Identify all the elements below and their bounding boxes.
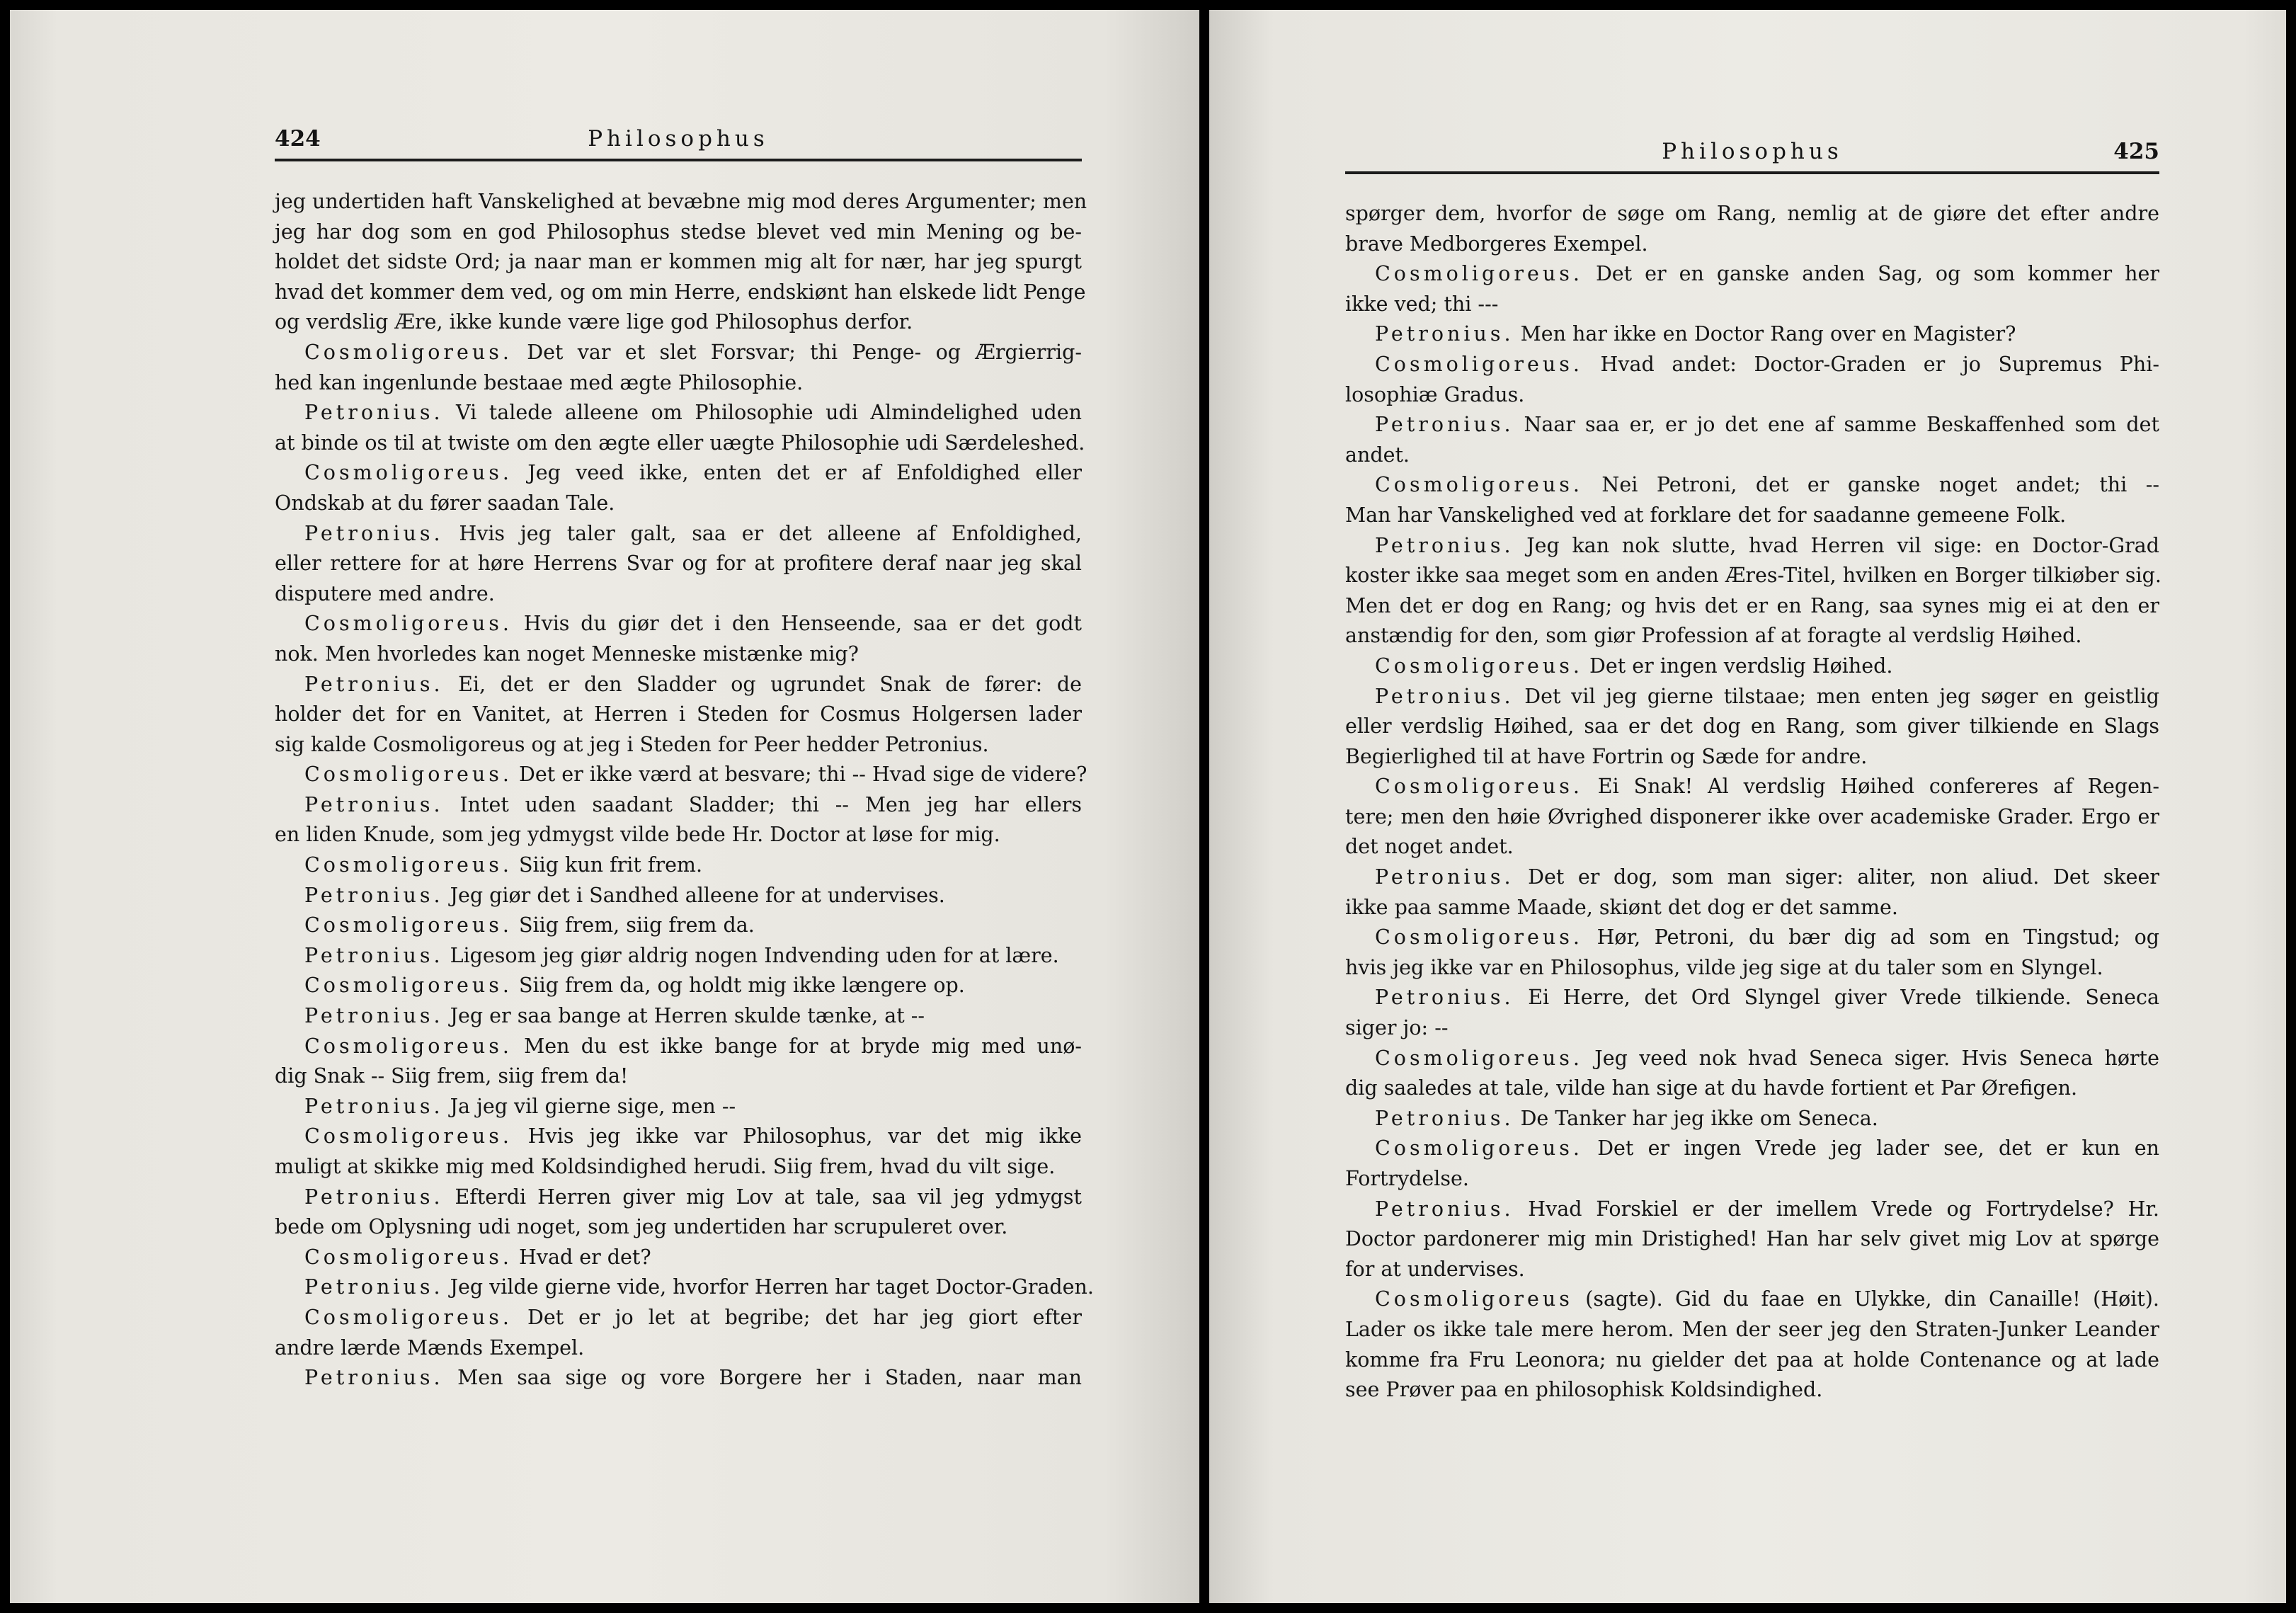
line-text: sig kalde Cosmoligoreus og at jeg i Steden for Peer hedder Petronius. (275, 732, 989, 756)
speaker-name: Cosmoligoreus. (304, 612, 513, 636)
line-text: Hør, Petroni, du bær dig ad som en Tingstud; og (1582, 925, 2159, 950)
line-text: Naar saa er, er jo det ene af samme Beskaffenhed som det (1514, 413, 2159, 437)
text-line (1345, 531, 2159, 562)
speaker-name: Cosmoligoreus. (304, 974, 513, 998)
left-page-text (275, 187, 1094, 1393)
speaker-name: Cosmoligoreus. (1375, 473, 1583, 497)
text-line (275, 1272, 1094, 1303)
speaker-name: Petronius. (1375, 322, 1514, 346)
right-page (1209, 10, 2286, 1603)
text-line (1345, 983, 2159, 1013)
speaker-name: Petronius. (304, 1185, 444, 1209)
line-text: tere; men den høie Øvrighed disponerer ikke over academiske Grader. Ergo er (1345, 804, 2159, 828)
line-text: Hvad andet: Doctor-Graden er jo Supremus Phi- (1582, 352, 2159, 376)
line-text: Siig frem, siig frem da. (512, 913, 755, 937)
text-line (275, 1212, 1082, 1243)
text-line (275, 971, 1082, 1001)
speaker-name: Petronius. (304, 672, 444, 696)
text-line (1345, 1013, 2159, 1044)
speaker-name: Petronius. (304, 1275, 444, 1299)
line-text: komme fra Fru Leonora; nu gielder det paa at holde Contenance og at lade (1345, 1347, 2159, 1372)
text-line (1345, 893, 2159, 923)
text-line (1345, 350, 2159, 380)
text-line (1345, 1284, 2159, 1315)
line-text: Det er dog, som man siger: aliter, non aliud. Det skeer (1514, 865, 2159, 889)
text-line (1345, 772, 2159, 802)
text-line (1345, 1315, 2159, 1345)
line-text: see Prøver paa en philosophisk Koldsindighed. (1345, 1378, 1823, 1402)
speaker-name: Cosmoligoreus. (1375, 654, 1583, 678)
text-line (275, 881, 1082, 911)
line-text: (sagte). Gid du faae en Ulykke, din Canaille! (Høit). (1572, 1287, 2159, 1311)
line-text: Man har Vanskelighed ved at forklare det for saadanne gemeene Folk. (1345, 503, 2067, 527)
line-text: Intet uden saadant Sladder; thi -- Men jeg har ellers (443, 792, 1082, 816)
text-line (275, 1363, 1082, 1393)
text-line (1345, 621, 2159, 651)
text-line (275, 187, 1087, 217)
text-line (1345, 591, 2159, 622)
text-line (275, 1122, 1082, 1152)
line-text: en liden Knude, som jeg ydmygst vilde bede Hr. Doctor at løse for mig. (275, 823, 1000, 847)
text-line (1345, 1375, 2159, 1406)
text-line (275, 941, 1082, 971)
line-text: Jeg veed nok hvad Seneca siger. Hvis Seneca hørte (1582, 1046, 2159, 1070)
text-line (275, 1333, 1082, 1364)
text-line (1345, 742, 2159, 773)
text-line (275, 1303, 1082, 1333)
text-line (275, 579, 1082, 610)
text-line (275, 850, 1082, 881)
speaker-name: Cosmoligoreus (1375, 1287, 1573, 1311)
line-text: jeg undertiden haft Vanskelighed at bevæbne mig mod deres Argumenter; men (275, 190, 1087, 213)
text-line (1345, 319, 2159, 350)
line-text: Ei Herre, det Ord Slyngel giver Vrede tilkiende. Seneca (1514, 986, 2159, 1010)
text-line (275, 278, 1086, 308)
line-text: dig saaledes at tale, vilde han sige at du havde fortient et Par Ørefigen. (1345, 1076, 2078, 1100)
speaker-name: Petronius. (304, 1004, 444, 1028)
text-line (1345, 651, 2159, 682)
speaker-name: Cosmoligoreus. (1375, 925, 1583, 950)
speaker-name: Petronius. (1375, 413, 1514, 437)
line-text: De Tanker har jeg ikke om Seneca. (1514, 1106, 1878, 1130)
line-text: bede om Oplysning udi noget, som jeg undertiden har scrupuleret over. (275, 1215, 1008, 1239)
text-line (1345, 501, 2159, 531)
line-text: anstændig for den, som giør Profession af at foragte al verdslig Høihed. (1345, 624, 2082, 648)
speaker-name: Cosmoligoreus. (1375, 1136, 1583, 1161)
speaker-name: Petronius. (304, 792, 444, 816)
speaker-name: Petronius. (1375, 986, 1514, 1010)
text-line (1345, 290, 2159, 320)
text-line (1345, 1044, 2159, 1074)
line-text: holder det for en Vanitet, at Herren i Steden for Cosmus Holgersen lader (275, 702, 1082, 726)
line-text: hed kan ingenlunde bestaae med ægte Philosophie. (275, 370, 804, 394)
text-line (275, 519, 1082, 549)
line-text: Det er jo let at begribe; det har jeg giort efter (512, 1305, 1082, 1329)
speaker-name: Cosmoligoreus. (304, 913, 513, 937)
text-line (275, 639, 1082, 670)
line-text: Siig kun frit frem. (512, 853, 703, 877)
line-text: jeg har dog som en god Philosophus stedse blevet ved min Mening og be- (275, 220, 1082, 244)
line-text: Jeg vilde gierne vide, hvorfor Herren har taget Doctor-Graden. (443, 1275, 1094, 1299)
text-line (1345, 1255, 2159, 1285)
text-line (1345, 259, 2159, 290)
text-line (275, 609, 1082, 639)
line-text: eller verdslig Høihed, saa er det dog en Rang, som giver tilkiende en Slags (1345, 714, 2159, 739)
line-text: hvad det kommer dem ved, og om min Herre, endskiønt han elskede lidt Penge (275, 280, 1086, 304)
line-text: Det er ikke værd at besvare; thi -- Hvad sige de videre? (512, 763, 1087, 787)
line-text: Jeg kan nok slutte, hvad Herren vil sige: en Doctor-Grad (1514, 533, 2159, 557)
text-line (275, 458, 1082, 489)
line-text: holdet det sidste Ord; ja naar man er kommen mig alt for nær, har jeg spurgt (275, 250, 1082, 274)
speaker-name: Petronius. (1375, 865, 1514, 889)
text-line (1345, 1104, 2159, 1134)
speaker-name: Petronius. (304, 521, 444, 545)
text-line (1345, 923, 2159, 953)
speaker-name: Cosmoligoreus. (304, 1305, 513, 1329)
text-line (275, 760, 1087, 790)
text-line (275, 247, 1082, 278)
text-line (275, 1152, 1082, 1182)
speaker-name: Cosmoligoreus. (1375, 262, 1583, 286)
text-line (1345, 440, 2159, 471)
text-line (275, 368, 1082, 399)
text-line (275, 790, 1082, 821)
line-text: andet. (1345, 443, 1410, 467)
text-line (275, 700, 1082, 730)
text-line (275, 670, 1082, 700)
line-text: Efterdi Herren giver mig Lov at tale, saa vil jeg ydmygst (443, 1185, 1082, 1209)
text-line (275, 549, 1082, 579)
speaker-name: Cosmoligoreus. (304, 1034, 513, 1058)
text-line (1345, 229, 2159, 260)
line-text: Jeg veed ikke, enten det er af Enfoldighed eller (512, 461, 1082, 485)
speaker-name: Petronius. (304, 943, 444, 967)
line-text: Det var et slet Forsvar; thi Penge- og Ærgierrig- (512, 340, 1082, 364)
speaker-name: Cosmoligoreus. (304, 461, 513, 485)
text-line (275, 1032, 1082, 1062)
page-number: 424 (275, 126, 321, 152)
line-text: Men du est ikke bange for at bryde mig med unø- (512, 1034, 1082, 1058)
line-text: Det er ingen Vrede jeg lader see, det er kun en (1582, 1136, 2159, 1161)
line-text: og verdslig Ære, ikke kunde være lige god Philosophus derfor. (275, 310, 913, 334)
right-page-text (1345, 199, 2159, 1406)
line-text: Hvis jeg ikke var Philosophus, var det mig ikke (512, 1124, 1082, 1149)
line-text: koster ikke saa meget som en anden Æres-Titel, hvilken en Borger tilkiøber sig. (1345, 564, 2161, 588)
text-line (1345, 1345, 2159, 1376)
speaker-name: Cosmoligoreus. (304, 1124, 513, 1149)
page-number: 425 (2113, 139, 2159, 164)
speaker-name: Cosmoligoreus. (304, 853, 513, 877)
text-line (1345, 561, 2159, 591)
speaker-name: Petronius. (304, 1366, 444, 1390)
line-text: Det er ingen verdslig Høihed. (1582, 654, 1893, 678)
speaker-name: Petronius. (304, 1094, 444, 1118)
text-line (275, 398, 1082, 428)
line-text: brave Medborgeres Exempel. (1345, 232, 1648, 256)
line-text: Siig frem da, og holdt mig ikke længere op. (512, 974, 965, 998)
speaker-name: Cosmoligoreus. (1375, 352, 1583, 376)
text-line (275, 1092, 1082, 1122)
speaker-name: Cosmoligoreus. (304, 1245, 513, 1269)
text-line (275, 489, 1082, 519)
line-text: Vi talede alleene om Philosophie udi Almindelighed uden (443, 401, 1082, 425)
text-line (275, 1061, 1082, 1092)
line-text: siger jo: -- (1345, 1016, 1449, 1040)
line-text: Ja jeg vil gierne sige, men -- (443, 1094, 736, 1118)
line-text: Hvis du giør det i den Henseende, saa er det godt (512, 612, 1082, 636)
text-line (1345, 1195, 2159, 1225)
line-text: hvis jeg ikke var en Philosophus, vilde jeg sige at du taler som en Slyngel. (1345, 955, 2103, 979)
text-line (275, 730, 1082, 760)
text-line (275, 307, 1082, 338)
text-line (1345, 802, 2159, 833)
line-text: Begierlighed til at have Fortrin og Sæde for andre. (1345, 744, 1868, 768)
line-text: Men saa sige og vore Borgere her i Staden, naar man (443, 1366, 1082, 1390)
text-line (1345, 1224, 2159, 1255)
line-text: ikke ved; thi --- (1345, 292, 1499, 316)
text-line (275, 428, 1085, 459)
line-text: Ei Snak! Al verdslig Høihed confereres af Regen- (1582, 775, 2159, 799)
line-text: Jeg giør det i Sandhed alleene for at undervises. (443, 883, 945, 907)
line-text: spørger dem, hvorfor de søge om Rang, nemlig at de giøre det efter andre (1345, 202, 2159, 225)
line-text: Hvis jeg taler galt, saa er det alleene af Enfoldighed, (443, 521, 1082, 545)
line-text: losophiæ Gradus. (1345, 382, 1525, 406)
line-text: dig Snak -- Siig frem, siig frem da! (275, 1064, 629, 1088)
text-line (1345, 953, 2159, 984)
line-text: Hvad Forskiel er der imellem Vrede og Fortrydelse? Hr. (1514, 1197, 2159, 1221)
line-text: Men har ikke en Doctor Rang over en Magister? (1514, 322, 2016, 346)
line-text: Ligesom jeg giør aldrig nogen Indvending uden for at lære. (443, 943, 1059, 967)
text-line (1345, 1073, 2159, 1104)
speaker-name: Petronius. (1375, 1106, 1514, 1130)
text-line (1345, 199, 2159, 229)
line-text: Ondskab at du fører saadan Tale. (275, 491, 615, 515)
line-text: for at undervises. (1345, 1257, 1525, 1281)
line-text: Hvad er det? (512, 1245, 651, 1269)
line-text: Doctor pardonerer mig min Dristighed! Han har selv givet mig Lov at spørge (1345, 1227, 2159, 1251)
line-text: andre lærde Mænds Exempel. (275, 1335, 585, 1360)
text-line (1345, 380, 2159, 411)
text-line (1345, 410, 2159, 440)
text-line (275, 217, 1082, 248)
line-text: det noget andet. (1345, 835, 1514, 859)
text-line (1345, 862, 2159, 893)
running-head: Philosophus (588, 126, 769, 152)
text-line (1345, 712, 2159, 742)
speaker-name: Cosmoligoreus. (1375, 1046, 1583, 1070)
text-line (275, 911, 1082, 941)
line-text: Det vil jeg gierne tilstaae; men enten jeg søger en geistlig (1514, 684, 2159, 708)
left-page-header (275, 116, 1082, 161)
line-text: Jeg er saa bange at Herren skulde tænke, at -- (443, 1004, 925, 1028)
text-line (1345, 832, 2159, 862)
running-head: Philosophus (1662, 139, 1843, 164)
speaker-name: Petronius. (1375, 533, 1514, 557)
line-text: eller rettere for at høre Herrens Svar og for at profitere deraf naar jeg skal (275, 552, 1082, 576)
text-line (275, 1001, 1082, 1032)
line-text: Nei Petroni, det er ganske noget andet; thi -- (1582, 473, 2159, 497)
text-line (275, 820, 1082, 850)
line-text: at binde os til at twiste om den ægte eller uægte Philosophie udi Særdeleshed. (275, 431, 1085, 455)
speaker-name: Cosmoligoreus. (304, 340, 513, 364)
text-line (1345, 1164, 2159, 1195)
line-text: Ei, det er den Sladder og ugrundet Snak de fører: de (443, 672, 1082, 696)
text-line (275, 1243, 1082, 1273)
speaker-name: Petronius. (1375, 684, 1514, 708)
line-text: nok. Men hvorledes kan noget Menneske mistænke mig? (275, 642, 859, 666)
text-line (275, 338, 1082, 368)
speaker-name: Petronius. (1375, 1197, 1514, 1221)
line-text: muligt at skikke mig med Koldsindighed herudi. Siig frem, hvad du vilt sige. (275, 1155, 1056, 1178)
line-text: Det er en ganske anden Sag, og som kommer her (1582, 262, 2159, 286)
text-line (1345, 1134, 2159, 1164)
speaker-name: Cosmoligoreus. (304, 763, 513, 787)
line-text: Fortrydelse. (1345, 1167, 1469, 1190)
left-page (10, 10, 1199, 1603)
line-text: Lader os ikke tale mere herom. Men der seer jeg den Straten-Junker Leander (1345, 1317, 2159, 1341)
line-text: Men det er dog en Rang; og hvis det er en Rang, saa synes mig ei at den er (1345, 593, 2159, 617)
right-page-header (1345, 129, 2159, 174)
line-text: ikke paa samme Maade, skiønt det dog er det samme. (1345, 895, 1898, 919)
speaker-name: Petronius. (304, 401, 444, 425)
speaker-name: Petronius. (304, 883, 444, 907)
text-line (1345, 470, 2159, 501)
text-line (275, 1182, 1082, 1213)
text-line (1345, 682, 2159, 712)
speaker-name: Cosmoligoreus. (1375, 775, 1583, 799)
line-text: disputere med andre. (275, 581, 495, 605)
